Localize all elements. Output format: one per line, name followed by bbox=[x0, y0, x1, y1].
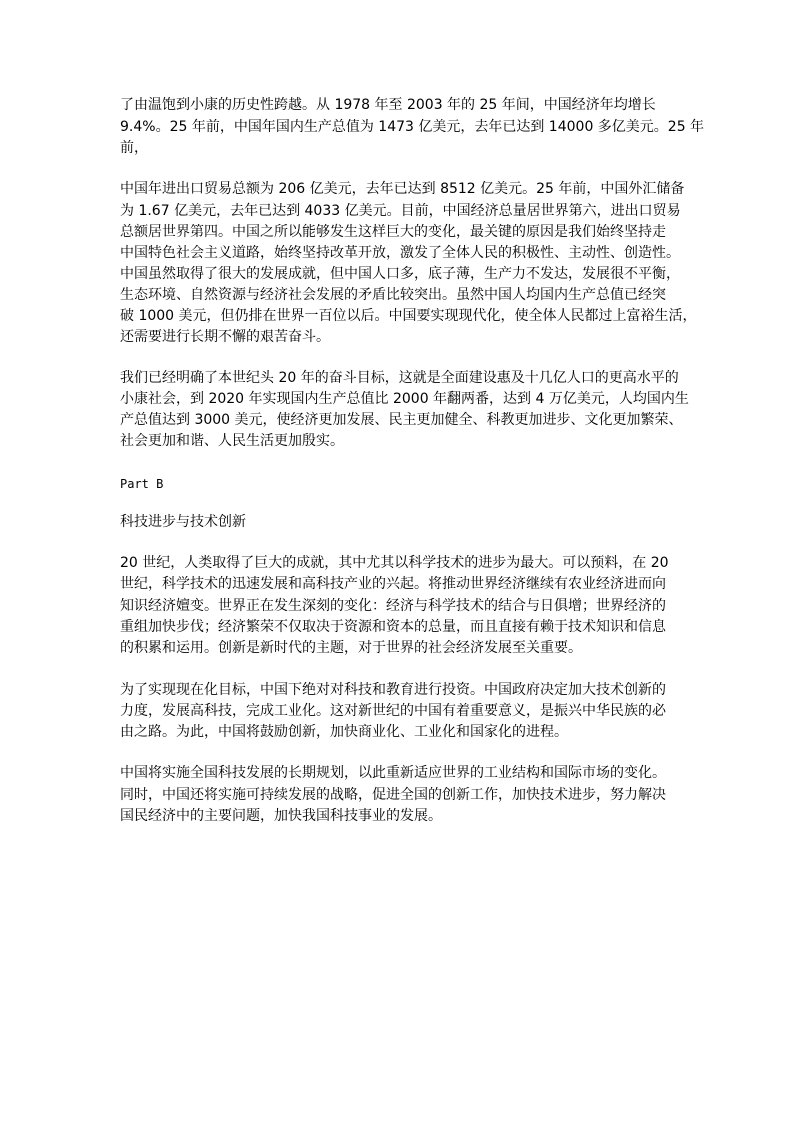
text-line: 世纪，科学技术的迅速发展和高科技产业的兴起。将推动世界经济继续有农业经济进而向 bbox=[120, 576, 666, 592]
text-line: 科技进步与技术创新 bbox=[120, 514, 246, 530]
text-line: 的积累和运用。创新是新时代的主题，对于世界的社会经济发展至关重要。 bbox=[120, 640, 582, 656]
text-line: 20 世纪，人类取得了巨大的成就，其中尤其以科学技术的进步为最大。可以预料，在 20 bbox=[120, 555, 669, 571]
text-line: 还需要进行长期不懈的艰苦奋斗。 bbox=[120, 329, 330, 345]
text-line: 中国特色社会主义道路，始终坚持改革开放，激发了全体人民的积极性、主动性、创造性。 bbox=[120, 245, 680, 261]
text-line: 力度，发展高科技，完成工业化。这对新世纪的中国有着重要意义，是振兴中华民族的必 bbox=[120, 703, 666, 719]
text-line: 9.4%。25 年前，中国年国内生产总值为 1473 亿美元，去年已达到 14000 多亿美元。25 年 bbox=[120, 119, 705, 135]
text-line: 小康社会，到 2020 年实现国内生产总值比 2000 年翻两番，达到 4 万亿美元，人均国内生 bbox=[120, 391, 689, 407]
text-line: 我们已经明确了本世纪头 20 年的奋斗目标，这就是全面建设惠及十几亿人口的更高水平的 bbox=[120, 370, 679, 386]
text-line: 中国年进出口贸易总额为 206 亿美元，去年已达到 8512 亿美元。25 年前，中国外汇储备 bbox=[120, 181, 685, 197]
text-line: 知识经济嬗变。世界正在发生深刻的变化：经济与科学技术的结合与日俱增；世界经济的 bbox=[120, 598, 666, 614]
text-line: 为 1.67 亿美元，去年已达到 4033 亿美元。目前，中国经济总量居世界第六，进出口贸易 bbox=[120, 203, 681, 219]
text-line: 生态环境、自然资源与经济社会发展的矛盾比较突出。虽然中国人均国内生产总值已经突 bbox=[120, 287, 666, 303]
text-line: 产总值达到 3000 美元，使经济更加发展、民主更加健全、科教更加进步、文化更加繁荣、 bbox=[120, 412, 683, 428]
text-line: 破 1000 美元，但仍排在世界一百位以后。中国要实现现代化，使全体人民都过上富裕生活， bbox=[120, 308, 697, 324]
text-line: 同时，中国还将实施可持续发展的战略，促进全国的创新工作，加快技术进步，努力解决 bbox=[120, 787, 666, 803]
text-line: 重组加快步伐；经济繁荣不仅取决于资源和资本的总量，而且直接有赖于技术知识和信息 bbox=[120, 619, 666, 635]
text-line: 为了实现现在化目标，中国下绝对对科技和教育进行投资。中国政府决定加大技术创新的 bbox=[120, 682, 666, 698]
text-line: 总额居世界第四。中国之所以能够发生这样巨大的变化，最关键的原因是我们始终坚持走 bbox=[120, 224, 666, 240]
text-line: 前， bbox=[120, 140, 148, 156]
text-line: 国民经济中的主要问题，加快我国科技事业的发展。 bbox=[120, 808, 442, 824]
text-line: Part B bbox=[120, 477, 164, 491]
text-line: 中国将实施全国科技发展的长期规划，以此重新适应世界的工业结构和国际市场的变化。 bbox=[120, 765, 666, 781]
text-line: 由之路。为此，中国将鼓励创新，加快商业化、工业化和国家化的进程。 bbox=[120, 724, 568, 740]
text-line: 中国虽然取得了很大的发展成就，但中国人口多，底子薄，生产力不发达，发展很不平衡， bbox=[120, 266, 680, 282]
text-line: 社会更加和谐、人民生活更加殷实。 bbox=[120, 433, 344, 449]
text-line: 了由温饱到小康的历史性跨越。从 1978 年至 2003 年的 25 年间，中国经济年均增长 bbox=[120, 97, 656, 113]
